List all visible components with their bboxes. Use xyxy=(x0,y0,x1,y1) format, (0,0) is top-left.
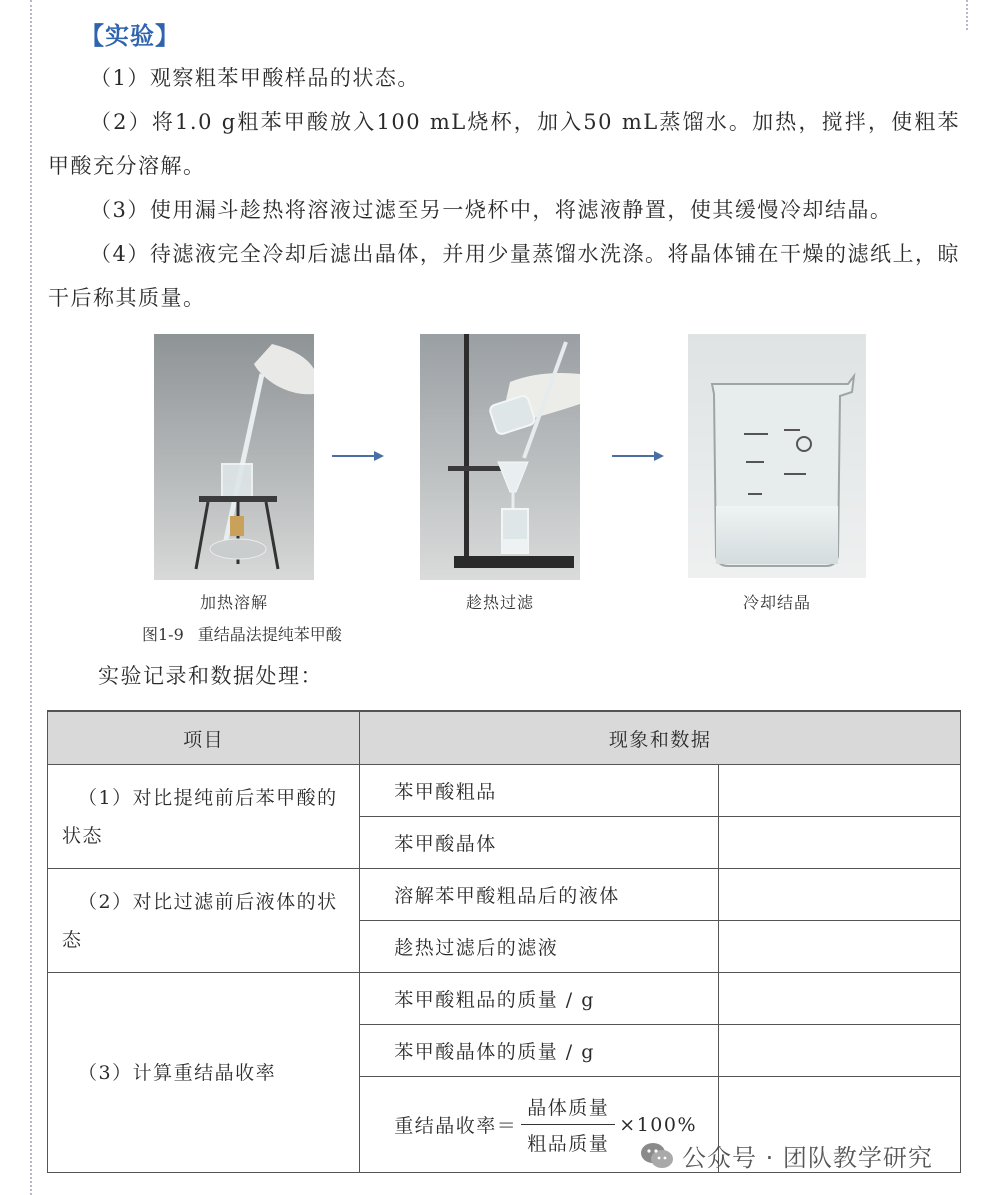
row-label-crude: 苯甲酸粗品 xyxy=(360,765,719,817)
record-title: 实验记录和数据处理： xyxy=(98,664,323,688)
arrow-right-icon xyxy=(612,448,664,464)
value-cell[interactable] xyxy=(719,1025,961,1077)
caption-hot-filtration: 趁热过滤 xyxy=(465,593,534,612)
page-border-right xyxy=(966,0,968,30)
arrow-right-icon xyxy=(332,448,384,464)
step-3: （3）使用漏斗趁热将溶液过滤至另一烧杯中，将滤液静置，使其缓慢冷却结晶。 xyxy=(90,198,893,222)
wechat-icon xyxy=(640,1141,674,1171)
photo-hot-filtration xyxy=(420,334,580,580)
table-row xyxy=(48,869,961,921)
value-cell[interactable] xyxy=(719,869,961,921)
photo-cooling-crystallization xyxy=(688,334,866,578)
row-label-filtrate: 趁热过滤后的滤液 xyxy=(360,921,719,973)
header-item: 项目 xyxy=(48,711,360,765)
table-row xyxy=(48,765,961,817)
figure-number: 图1-9 xyxy=(142,625,184,644)
table-row xyxy=(48,973,961,1025)
caption-cooling-crystallization: 冷却结晶 xyxy=(742,593,811,612)
row-label-crude-mass: 苯甲酸粗品的质量 / g xyxy=(360,973,719,1025)
value-cell[interactable] xyxy=(719,765,961,817)
formula-tail: ×100% xyxy=(619,1113,698,1136)
item-calc-yield: （3）计算重结晶收率 xyxy=(48,973,360,1173)
item-compare-benzoic-state: （1）对比提纯前后苯甲酸的状态 xyxy=(48,765,360,869)
photo-heating-dissolve xyxy=(154,334,314,580)
table-header-row xyxy=(48,711,961,765)
formula-numerator: 晶体质量 xyxy=(521,1093,615,1125)
figure-label xyxy=(142,622,342,645)
caption-heating-dissolve: 加热溶解 xyxy=(199,593,268,612)
value-cell[interactable] xyxy=(719,973,961,1025)
watermark xyxy=(640,1138,933,1173)
value-cell[interactable] xyxy=(719,921,961,973)
watermark-text: 公众号 · 团队教学研究 xyxy=(682,1144,933,1172)
row-label-crystal: 苯甲酸晶体 xyxy=(360,817,719,869)
page-border-left xyxy=(30,0,32,1195)
row-label-crystal-mass: 苯甲酸晶体的质量 / g xyxy=(360,1025,719,1077)
record-table xyxy=(47,710,961,1173)
row-label-dissolved-liquid: 溶解苯甲酸粗品后的液体 xyxy=(360,869,719,921)
formula-denominator: 粗品质量 xyxy=(527,1133,610,1155)
figure-title: 重结晶法提纯苯甲酸 xyxy=(197,625,342,644)
step-4: （4）待滤液完全冷却后滤出晶体，并用少量蒸馏水洗涤。将晶体铺在干燥的滤纸上，晾干后称其质量。 xyxy=(48,242,960,310)
item-compare-liquid-state: （2）对比过滤前后液体的状态 xyxy=(48,869,360,973)
header-phenomena-data: 现象和数据 xyxy=(360,711,961,765)
step-1: （1）观察粗苯甲酸样品的状态。 xyxy=(90,66,420,90)
value-cell[interactable] xyxy=(719,817,961,869)
section-title: 【实验】 xyxy=(80,22,180,50)
formula-fraction xyxy=(521,1093,615,1156)
formula-lhs: 重结晶收率＝ xyxy=(394,1115,518,1137)
step-2: （2）将1.0 g粗苯甲酸放入100 mL烧杯，加入50 mL蒸馏水。加热，搅拌，使粗苯甲酸充分溶解。 xyxy=(48,110,960,178)
